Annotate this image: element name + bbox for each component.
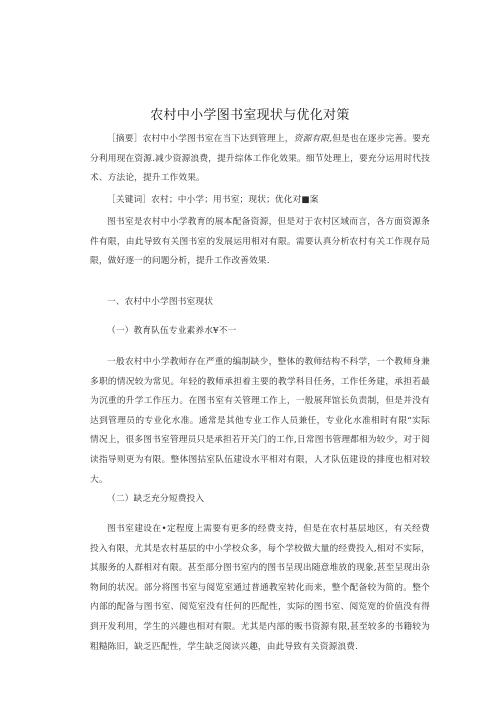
section-1-heading: 一、农村中小学图书室现状 — [107, 297, 214, 307]
subsection-1-heading: （一）教育队伍专业素养水¥不一 — [107, 326, 237, 336]
document-title: 农村中小学图书室现状与优化对策 — [150, 108, 350, 123]
abstract-paragraph — [90, 130, 430, 189]
subsection-2-paragraph: 图书室建设在•定程度上需要有更多的经费支持，但是在农村基层地区，有关经费投入有限，尤其是农村基层的中小学校众多，每个学校做大量的经费投入,相对不实际，其服务的人群相对有限。甚至部分图书室内的图书呈现出随意堆放的现象,甚至呈现出杂物间的状况。部分将图书室与阅览室通过普通教室转化而来，整个配备较为简的。整个内部的配备与图书室、阅览室没有任何的匹配性，实际的图书室、阅览宽的价值没有得到开发利用，学生的兴趣也相对有限。尤其是内部的贩书资源有限,甚至较多的书籍较为粗糙陈旧，缺乏匹配性，学生缺乏阅读兴趣，由此导致有关资源浪费. — [90, 524, 430, 652]
intro-paragraph: 图书室是农村中小学教育的展本配备资源，但是对于农村区域而言，各方面资源条件有限，由此导致有关图书室的发展运用相对有限。需要认真分析农村有关工作现存局限，做好逐一的问题分析，提升工作改善效果. — [90, 217, 430, 267]
abstract-text-before: 农村中小学图书室在当下达到管理上， — [142, 134, 294, 144]
abstract-emphasis: 资源有限, — [293, 134, 333, 144]
subsection-1-paragraph: 一般农村中小学教师存在严重的编制缺少，整体的教师结构不科学，一个教师身兼多职的情况较为常见。年轻的教师承担着主要的教学科目任务，工作任务建，承担若最为沉重的升学工作压力。在图书室有关管理工作上，一般展拜馆长负责制，但是并没有达到管理员的专业化水准。通常是其他专业工作人员兼任，专业化水准相时有限“实际情况上，很多图书室管理员只是承担若开关门的工作,日常图书管理都相为较少，对于阅读指导则更为有限。整体图拈室队伍建设水平相对有限，人才队伍建设的排度也相对较大。 — [90, 357, 430, 485]
subsection-2-heading: （二）缺乏充分短费投入 — [107, 494, 205, 504]
abstract-text-after: 但是也在逐步完善。要充分利用现在资源.减少资源浪费，提升综体工作化效果。细节处理上，要充分运用时代技术、方法论，提升工作效果。 — [90, 134, 430, 184]
keywords-paragraph: ［关键词］农村；中小学；用书室；现状；优化对■案 — [107, 195, 319, 205]
abstract-label: ［摘要］ — [107, 134, 143, 144]
